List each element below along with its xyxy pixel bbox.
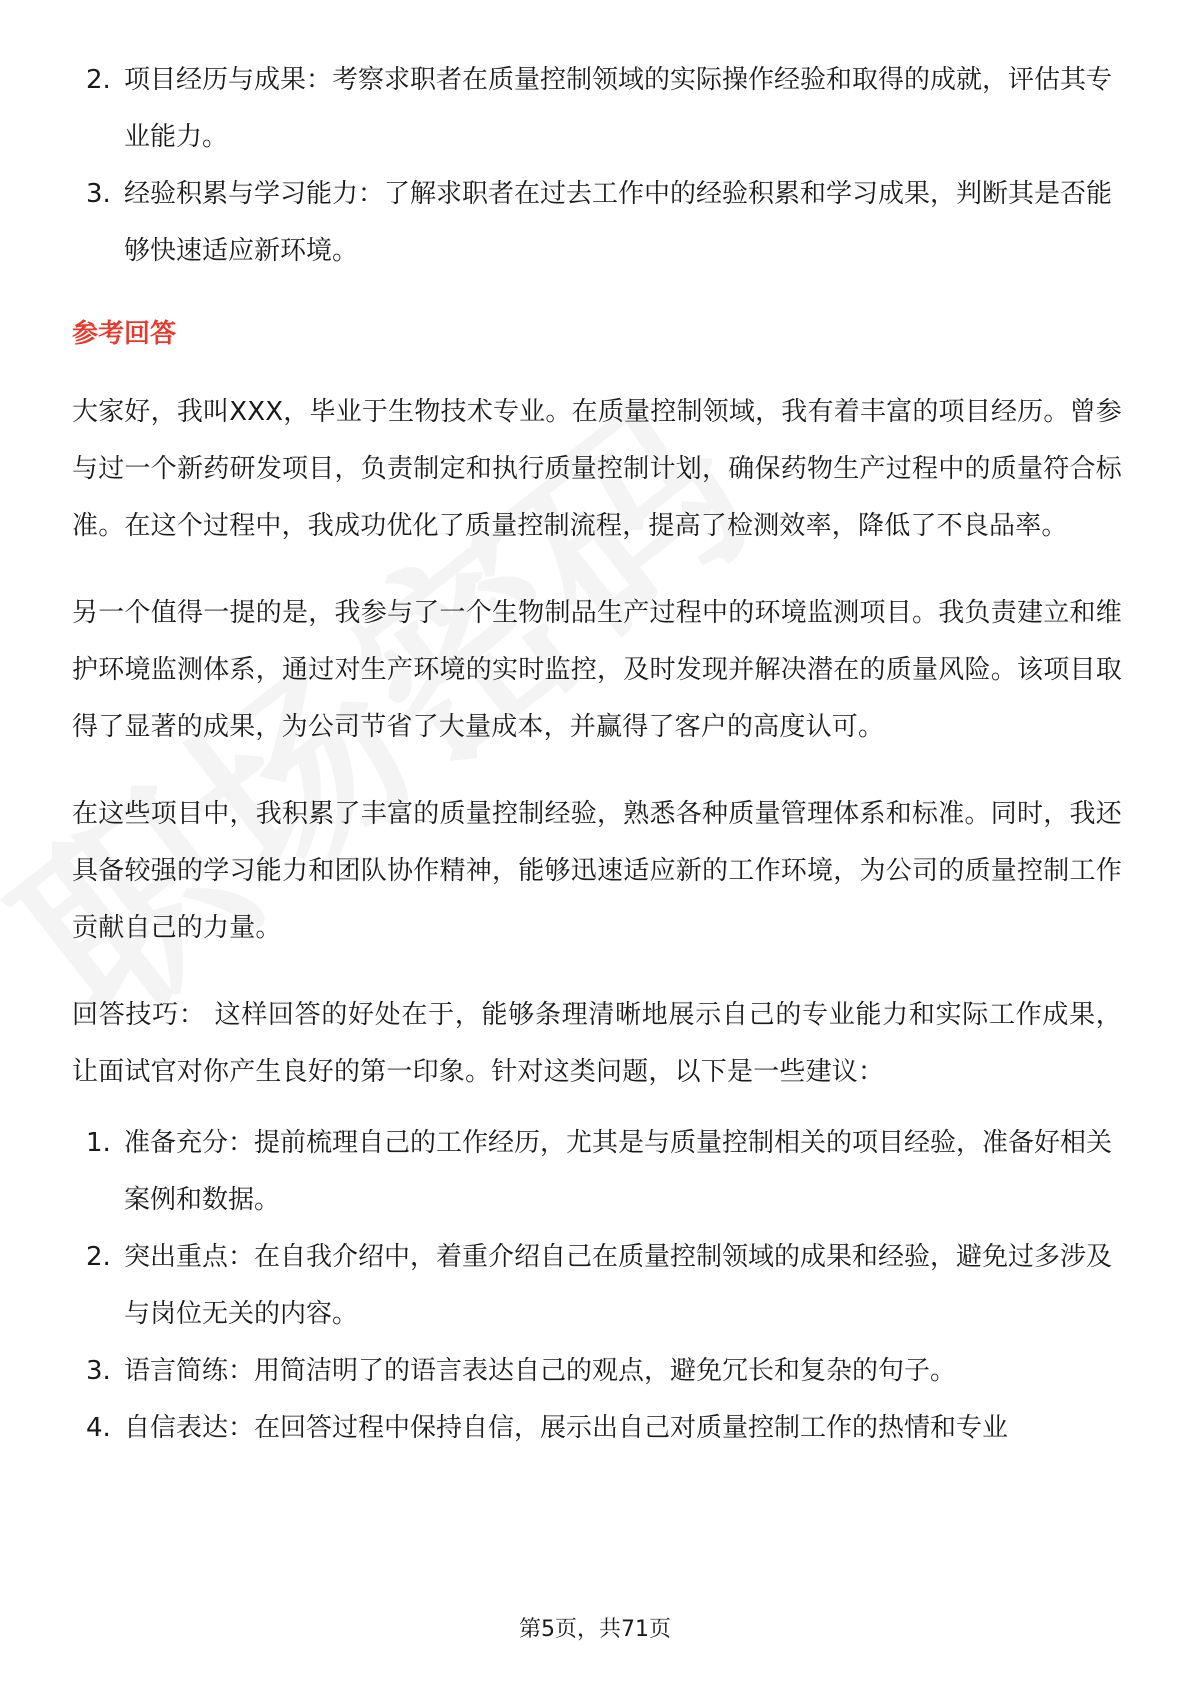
evaluation-list (72, 52, 1122, 280)
list-number: 2. (86, 65, 111, 95)
list-item (72, 52, 1122, 166)
list-number: 3. (86, 179, 111, 209)
list-text: 语言简练：用简洁明了的语言表达自己的观点，避免冗长和复杂的句子。 (124, 1356, 957, 1386)
list-item (72, 1115, 1122, 1229)
list-text: 突出重点：在自我介绍中，着重介绍自己在质量控制领域的成果和经验，避免过多涉及与岗位无关的内容。 (124, 1242, 1113, 1329)
list-number: 2. (86, 1242, 111, 1272)
list-text: 准备充分：提前梳理自己的工作经历，尤其是与质量控制相关的项目经验，准备好相关案例和数据。 (124, 1128, 1113, 1215)
list-text: 项目经历与成果：考察求职者在质量控制领域的实际操作经验和取得的成就，评估其专业能力。 (124, 65, 1113, 152)
list-item (72, 1229, 1122, 1343)
list-number: 1. (86, 1128, 111, 1158)
document-page (72, 52, 1122, 1457)
tips-paragraph: 回答技巧： 这样回答的好处在于，能够条理清晰地展示自己的专业能力和实际工作成果，让面试官对你产生良好的第一印象。针对这类问题，以下是一些建议： (72, 1000, 1123, 1087)
list-item (72, 166, 1122, 280)
answer-paragraph: 在这些项目中，我积累了丰富的质量控制经验，熟悉各种质量管理体系和标准。同时，我还具备较强的学习能力和团队协作精神，能够迅速适应新的工作环境，为公司的质量控制工作贡献自己的力量。 (72, 799, 1122, 943)
list-item (72, 1400, 1122, 1457)
page-footer: 第5页，共71页 (519, 1617, 671, 1642)
list-number: 3. (86, 1356, 111, 1386)
answer-paragraph: 大家好，我叫XXX，毕业于生物技术专业。在质量控制领域，我有着丰富的项目经历。曾参与过一个新药研发项目，负责制定和执行质量控制计划，确保药物生产过程中的质量符合标准。在这个过程中，我成功优化了质量控制流程，提高了检测效率，降低了不良品率。 (72, 397, 1122, 541)
list-number: 4. (86, 1413, 111, 1443)
section-title: 参考回答 (72, 319, 177, 349)
suggestion-list (72, 1115, 1122, 1457)
list-text: 自信表达：在回答过程中保持自信，展示出自己对质量控制工作的热情和专业 (124, 1413, 1009, 1443)
list-item (72, 1343, 1122, 1400)
answer-paragraph: 另一个值得一提的是，我参与了一个生物制品生产过程中的环境监测项目。我负责建立和维护环境监测体系，通过对生产环境的实时监控，及时发现并解决潜在的质量风险。该项目取得了显著的成果，为公司节省了大量成本，并赢得了客户的高度认可。 (72, 598, 1122, 742)
list-text: 经验积累与学习能力：了解求职者在过去工作中的经验积累和学习成果，判断其是否能够快速适应新环境。 (124, 179, 1113, 266)
